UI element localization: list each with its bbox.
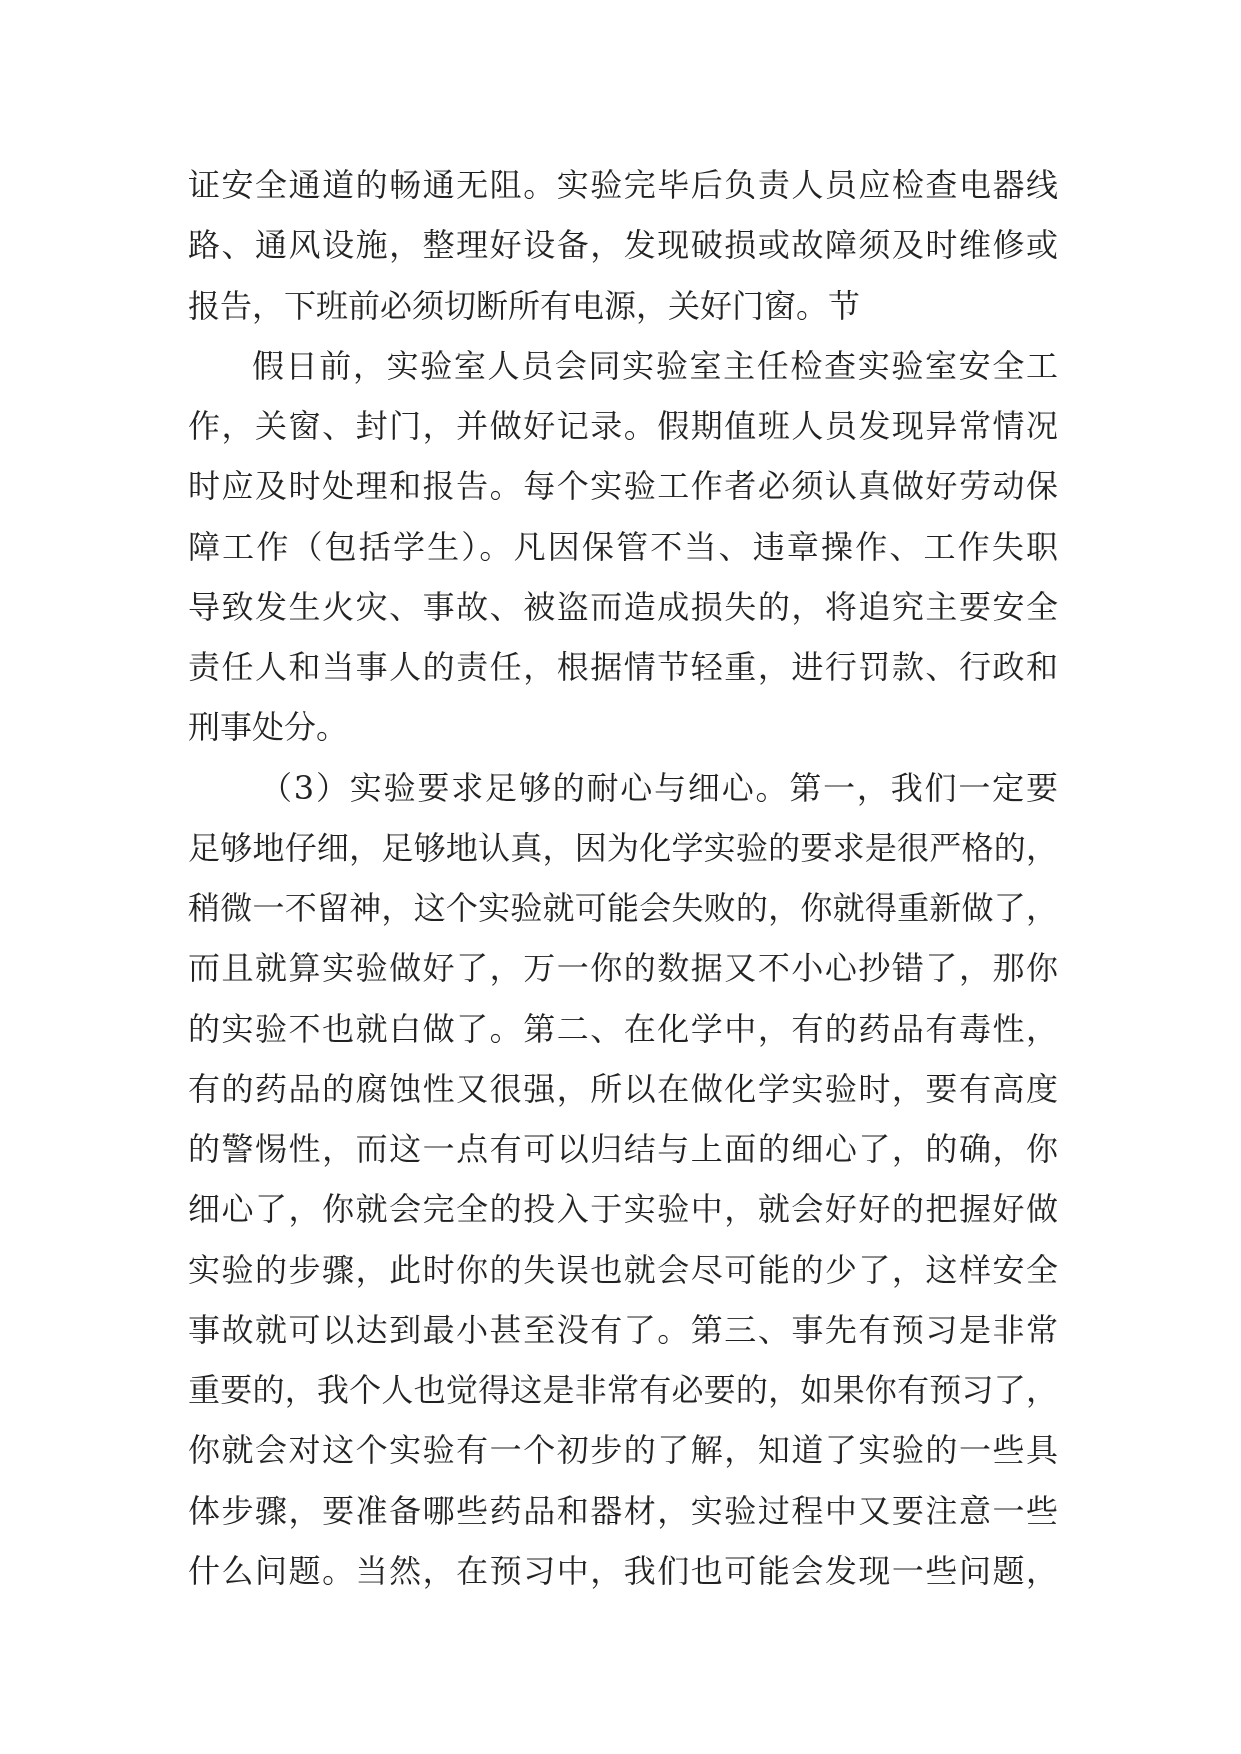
text-line: 足够地仔细，足够地认真，因为化学实验的要求是很严格的，	[188, 828, 1058, 867]
text-line: 稍微一不留神，这个实验就可能会失败的，你就得重新做了，	[188, 889, 1058, 927]
text-line: 你就会对这个实验有一个初步的了解，知道了实验的一些具	[188, 1431, 1058, 1470]
text-line: 而且就算实验做好了，万一你的数据又不小心抄错了，那你	[188, 949, 1058, 988]
text-line: 时应及时处理和报告。每个实验工作者必须认真做好劳动保	[188, 467, 1058, 506]
text-line: 路、通风设施，整理好设备，发现破损或故障须及时维修或	[188, 226, 1058, 265]
text-line: 报告，下班前必须切断所有电源，关好门窗。节	[188, 286, 861, 325]
paragraph-first-line: 假日前，实验室人员会同实验室主任检查实验室安全工	[252, 346, 1058, 385]
text-line: 刑事处分。	[188, 708, 349, 747]
text-line: 障工作（包括学生）。凡因保管不当、违章操作、工作失职	[188, 527, 1058, 566]
paragraph-first-line: （3）实验要求足够的耐心与细心。第一，我们一定要	[260, 768, 1058, 807]
text-line: 细心了，你就会完全的投入于实验中，就会好好的把握好做	[188, 1190, 1058, 1229]
text-line: 作，关窗、封门，并做好记录。假期值班人员发现异常情况	[188, 407, 1058, 445]
text-line: 的实验不也就白做了。第二、在化学中，有的药品有毒性，	[188, 1009, 1058, 1048]
text-line: 事故就可以达到最小甚至没有了。第三、事先有预习是非常	[188, 1310, 1058, 1349]
text-line: 导致发生火灾、事故、被盗而造成损失的，将追究主要安全	[188, 587, 1058, 626]
text-line: 的警惕性，而这一点有可以归结与上面的细心了，的确，你	[188, 1130, 1058, 1168]
text-line: 什么问题。当然，在预习中，我们也可能会发现一些问题，	[188, 1551, 1058, 1590]
document-body	[188, 155, 1058, 1601]
text-line: 实验的步骤，此时你的失误也就会尽可能的少了，这样安全	[188, 1250, 1058, 1289]
text-line: 证安全通道的畅通无阻。实验完毕后负责人员应检查电器线	[188, 166, 1058, 204]
text-line: 体步骤，要准备哪些药品和器材，实验过程中又要注意一些	[188, 1491, 1058, 1530]
text-line: 重要的，我个人也觉得这是非常有必要的，如果你有预习了，	[188, 1371, 1058, 1409]
text-line: 责任人和当事人的责任，根据情节轻重，进行罚款、行政和	[188, 648, 1058, 686]
text-line: 有的药品的腐蚀性又很强，所以在做化学实验时，要有高度	[188, 1069, 1058, 1108]
